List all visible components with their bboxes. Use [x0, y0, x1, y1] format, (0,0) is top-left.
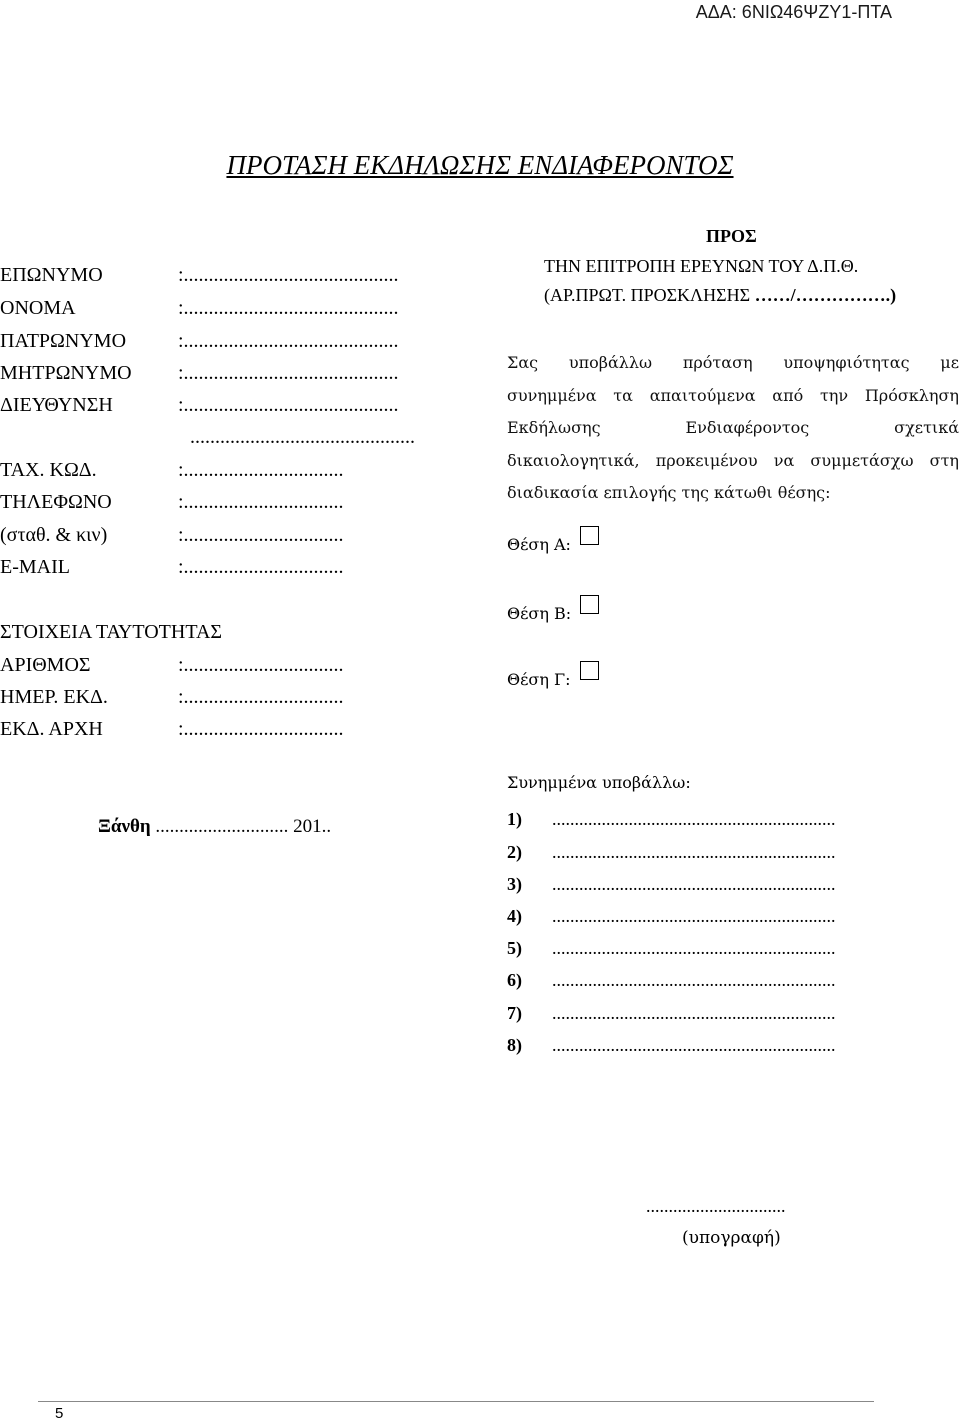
paragraph-line: διαδικασία επιλογής της κάτωθι θέσης:: [507, 483, 831, 502]
date-field[interactable]: ............................ 201..: [150, 816, 332, 837]
id-issue-date-field[interactable]: :................................: [178, 686, 344, 708]
id-issuing-authority-label: ΕΚΔ. ΑΡΧΗ: [0, 718, 103, 740]
id-number-field[interactable]: :................................: [178, 654, 344, 676]
attachment-field[interactable]: ...............................................................: [552, 1035, 836, 1055]
name-field[interactable]: :...........................................: [178, 297, 399, 319]
protocol-prefix: (ΑΡ.ΠΡΩΤ. ΠΡΟΣΚΛΗΣΗΣ: [544, 285, 755, 305]
phone-types-label: (σταθ. & κιν): [0, 524, 108, 546]
attachment-field[interactable]: ...............................................................: [552, 970, 836, 990]
position-b-checkbox[interactable]: [580, 595, 599, 614]
id-issue-date-label: ΗΜΕΡ. ΕΚΔ.: [0, 686, 108, 708]
page-title: ΠΡΟΤΑΣΗ ΕΚΔΗΛΩΣΗΣ ΕΝΔΙΑΦΕΡΟΝΤΟΣ: [226, 150, 734, 180]
phone-label: ΤΗΛΕΦΩΝΟ: [0, 491, 112, 513]
surname-label: ΕΠΩΝΥΜΟ: [0, 264, 103, 286]
address-label: ΔΙΕΥΘΥΝΣΗ: [0, 394, 113, 416]
place-name: Ξάνθη: [98, 816, 151, 837]
position-c-checkbox[interactable]: [580, 661, 599, 680]
signature-label: (υπογραφή): [682, 1228, 781, 1248]
name-label: ΟΝΟΜΑ: [0, 297, 76, 319]
position-c-label: Θέση Γ:: [507, 670, 571, 689]
attachment-number: 8): [507, 1035, 522, 1055]
attachment-field[interactable]: ...............................................................: [552, 842, 836, 862]
place-date: [98, 816, 331, 838]
attachment-field[interactable]: ...............................................................: [552, 938, 836, 958]
paragraph-line: Σας υποβάλλω πρόταση υποψηφιότητας με: [507, 353, 959, 372]
recipient-committee: ΤΗΝ ΕΠΙΤΡΟΠΗ ΕΡΕΥΝΩΝ ΤΟΥ Δ.Π.Θ.: [544, 256, 859, 276]
postal-code-label: ΤΑΧ. ΚΩΔ.: [0, 459, 97, 481]
mother-name-label: ΜΗΤΡΩΝΥΜΟ: [0, 362, 132, 384]
father-name-label: ΠΑΤΡΩΝΥΜΟ: [0, 330, 127, 352]
attachment-number: 3): [507, 874, 522, 894]
recipient-to: ΠΡΟΣ: [706, 226, 757, 246]
paragraph-line: συνημμένα τα απαιτούμενα από την Πρόσκληση: [507, 385, 959, 405]
ada-code: ΑΔΑ: 6ΝΙΩ46ΨΖΥ1-ΠΤΑ: [695, 2, 892, 22]
page-number: 5: [55, 1405, 64, 1422]
father-name-field[interactable]: :...........................................: [178, 330, 399, 352]
postal-code-field[interactable]: :................................: [178, 459, 344, 481]
attachment-number: 5): [507, 938, 522, 958]
paragraph-line: Εκδήλωσης Ενδιαφέροντος σχετικά: [507, 418, 959, 437]
attachment-number: 1): [507, 809, 522, 829]
attachment-field[interactable]: ...............................................................: [552, 874, 836, 894]
position-b: [507, 604, 599, 623]
attachment-number: 6): [507, 970, 522, 990]
address-field[interactable]: :...........................................: [178, 394, 399, 416]
signature-field[interactable]: ...............................: [646, 1196, 786, 1216]
position-b-label: Θέση Β:: [507, 604, 572, 623]
email-label: E-MAIL: [0, 556, 70, 578]
position-a-label: Θέση Α:: [507, 535, 571, 554]
attachment-field[interactable]: ...............................................................: [552, 809, 836, 829]
protocol-value[interactable]: ……/…………….): [754, 285, 897, 305]
attachment-number: 2): [507, 842, 522, 862]
attachment-field[interactable]: ...............................................................: [552, 1003, 836, 1023]
mother-name-field[interactable]: :...........................................: [178, 362, 399, 384]
id-number-label: ΑΡΙΘΜΟΣ: [0, 654, 91, 676]
position-c: [507, 670, 599, 689]
email-field[interactable]: :................................: [178, 556, 344, 578]
position-a-checkbox[interactable]: [580, 526, 599, 545]
phone-types-field[interactable]: :................................: [178, 524, 344, 546]
footer-divider: [38, 1401, 874, 1402]
position-a: [507, 535, 599, 554]
attachment-number: 7): [507, 1003, 522, 1023]
address-field-continuation[interactable]: .............................................: [190, 426, 415, 448]
surname-field[interactable]: :...........................................: [178, 264, 399, 286]
protocol-number: [544, 285, 896, 306]
phone-field[interactable]: :................................: [178, 491, 344, 513]
submission-paragraph: [507, 347, 959, 510]
identity-section-title: ΣΤΟΙΧΕΙΑ ΤΑΥΤΟΤΗΤΑΣ: [0, 621, 223, 643]
id-issuing-authority-field[interactable]: :................................: [178, 718, 344, 740]
attachment-field[interactable]: ...............................................................: [552, 906, 836, 926]
attachments-title: Συνημμένα υποβάλλω:: [507, 773, 691, 792]
attachment-number: 4): [507, 906, 522, 926]
paragraph-line: δικαιολογητικά, προκειμένου να συμμετάσχω στη: [507, 450, 959, 470]
